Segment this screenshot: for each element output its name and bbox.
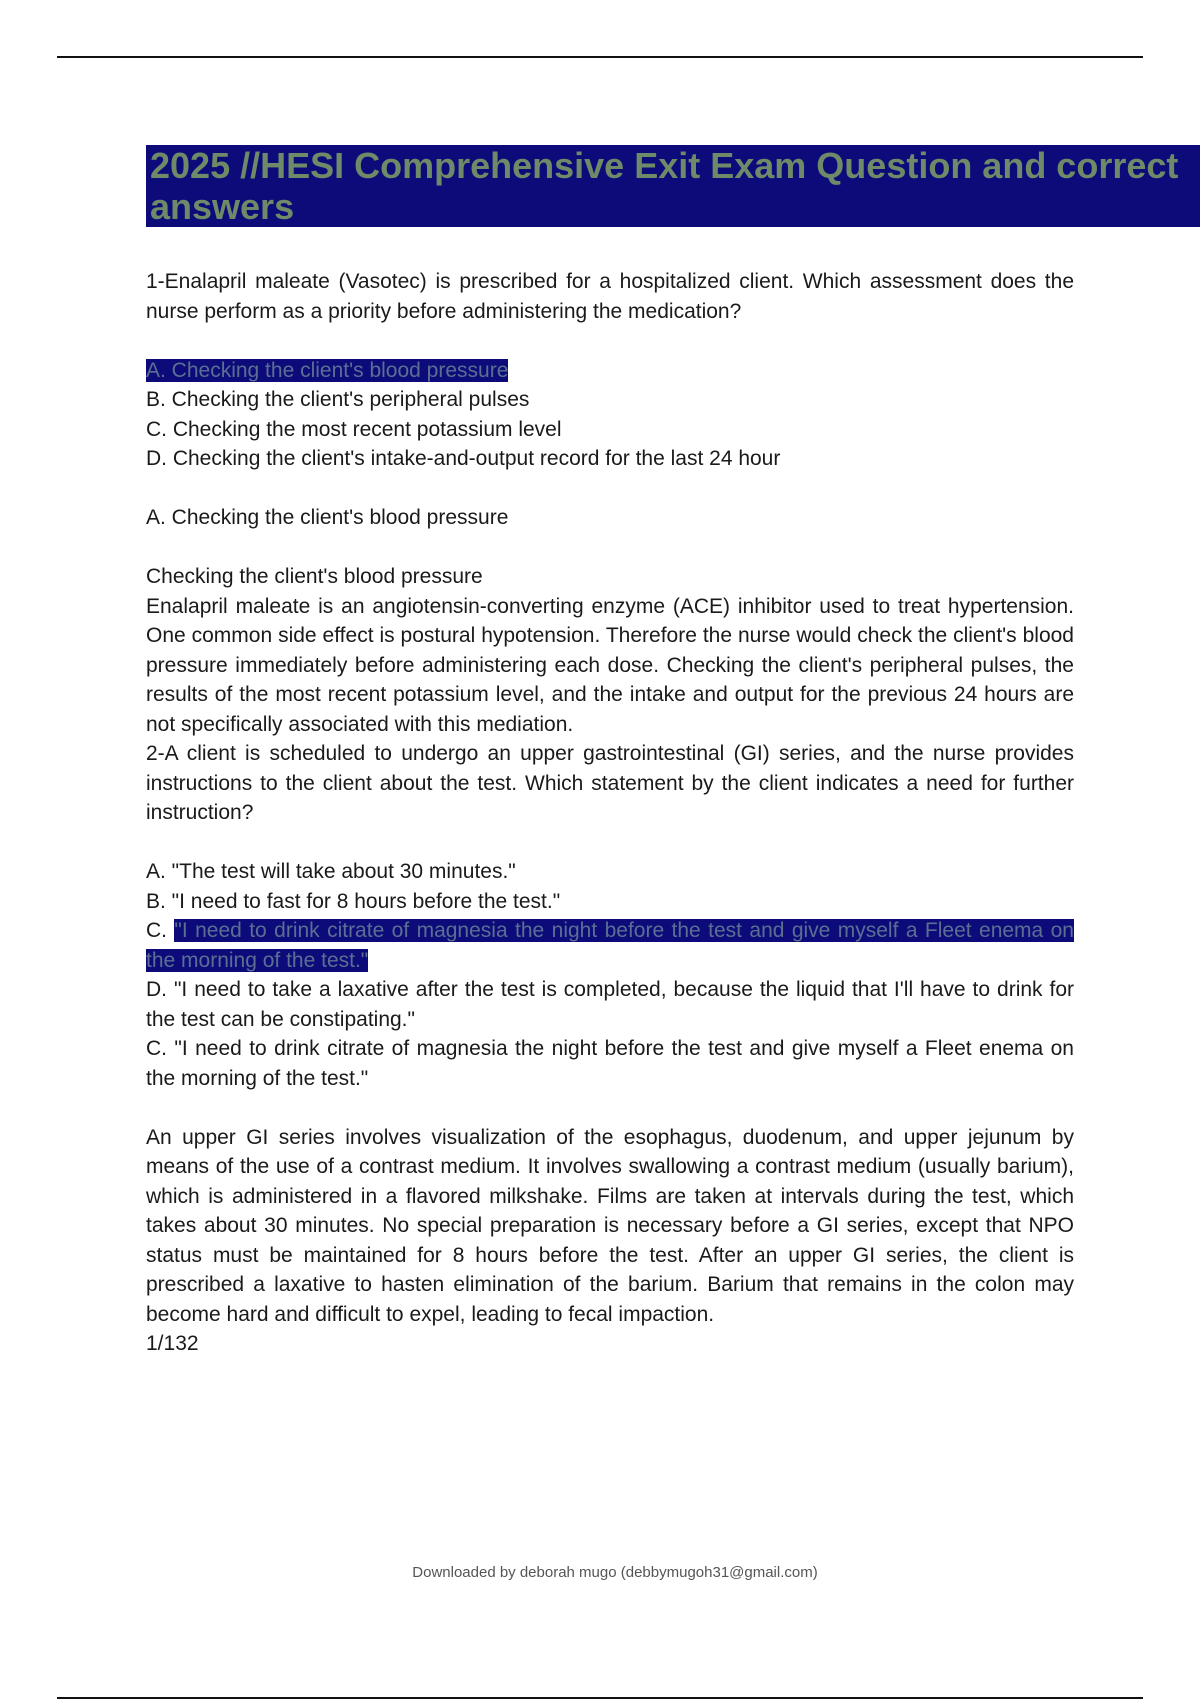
download-footer: Downloaded by deborah mugo (debbymugoh31@gmail.com) — [412, 1564, 818, 1581]
question-2-option-c — [146, 916, 1074, 975]
document-title — [146, 145, 1200, 227]
question-1-rationale: Enalapril maleate is an angiotensin-converting enzyme (ACE) inhibitor used to treat hypertension. One common side effect is postural hypotension. Therefore the nurse would check the client's blood pressure immediately before administering each dose. Checking the client's peripheral pulses, the results of the most recent potassium level, and the intake and output for the previous 24 hours are not specifically associated with this mediation. — [146, 594, 1074, 736]
page-number: 1/132 — [146, 1332, 199, 1355]
question-2-option-a: A. "The test will take about 30 minutes." — [146, 860, 516, 883]
title-line-1: 2025 //HESI Comprehensive Exit Exam Question and correct — [150, 145, 1179, 186]
question-1-rationale-heading: Checking the client's blood pressure — [146, 565, 483, 588]
document-body — [146, 145, 1179, 1359]
title-line-2: answers — [150, 186, 295, 227]
question-1-stem: 1-Enalapril maleate (Vasotec) is prescribed for a hospitalized client. Which assessment does the nurse perform as a priority before administering the medication? — [146, 270, 1074, 323]
selected-highlight: A. Checking the client's blood pressure — [146, 358, 509, 382]
question-1-option-b: B. Checking the client's peripheral pulses — [146, 388, 530, 411]
question-1-answer: A. Checking the client's blood pressure — [146, 506, 509, 529]
question-2-rationale: An upper GI series involves visualization of the esophagus, duodenum, and upper jejunum by means of the use of a contrast medium. It involves swallowing a contrast medium (usually barium), which is administered in a flavored milkshake. Films are taken at intervals during the test, which takes about 30 minutes. No special preparation is necessary before a GI series, except that NPO status must be maintained for 8 hours before the test. After an upper GI series, the client is prescribed a laxative to hasten elimination of the barium. Barium that remains in the colon may become hard and difficult to expel, leading to fecal impaction. — [146, 1125, 1074, 1326]
question-2-stem: 2-A client is scheduled to undergo an upper gastrointestinal (GI) series, and the nurse provides instructions to the client about the test. Which statement by the client indicates a need for further instruction? — [146, 742, 1074, 824]
question-1-option-d: D. Checking the client's intake-and-output record for the last 24 hour — [146, 447, 781, 470]
question-1-option-a — [146, 356, 1074, 386]
question-1-option-c: C. Checking the most recent potassium level — [146, 417, 562, 441]
bottom-rule — [57, 1697, 1143, 1699]
option-c-prefix: C. — [146, 919, 167, 942]
question-2-option-b: B. "I need to fast for 8 hours before the test." — [146, 889, 561, 913]
selected-highlight: "I need to drink citrate of magnesia the night before the test and give myself a Fleet enema on the morning of the test." — [146, 919, 1074, 972]
question-2-answer: C. "I need to drink citrate of magnesia the night before the test and give myself a Fleet enema on the morning of the test." — [146, 1037, 1074, 1090]
top-rule — [57, 56, 1143, 58]
question-2-option-d: D. "I need to take a laxative after the test is completed, because the liquid that I'll have to drink for the test can be constipating." — [146, 978, 1074, 1031]
